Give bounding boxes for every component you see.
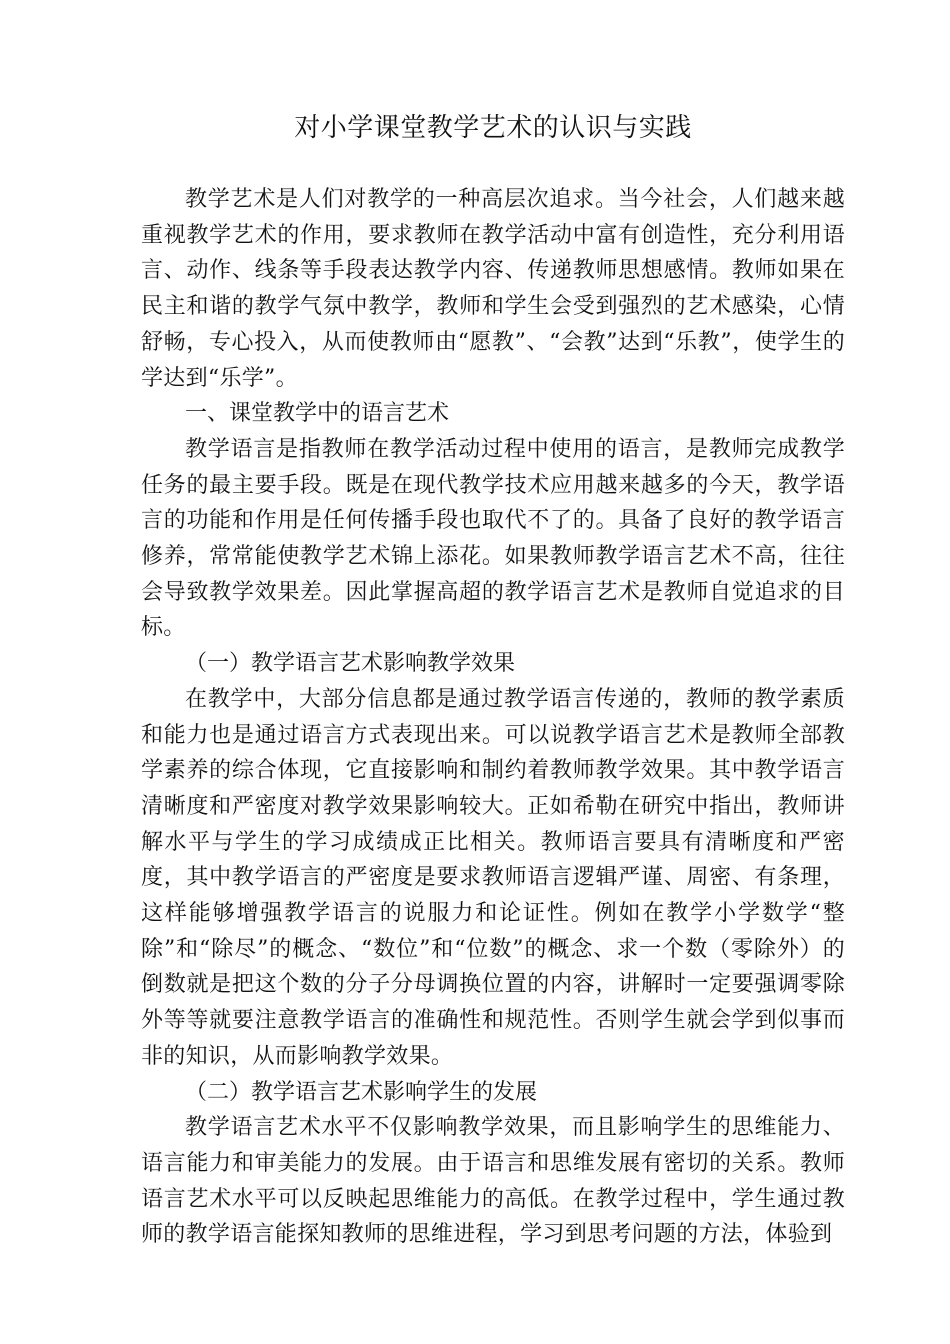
- paragraph-student-development: 教学语言艺术水平不仅影响教学效果，而且影响学生的思维能力、语言能力和审美能力的发展。由于语言和思维发展有密切的关系。教师语言艺术水平可以反映起思维能力的高低。在教学过程中，学生通过教师的教学语言能探知教师的思维进程，学习到思考问题的方法，体验到: [141, 1115, 845, 1248]
- document-body: [141, 182, 845, 1253]
- paragraph-intro: 教学艺术是人们对教学的一种高层次追求。当今社会，人们越来越重视教学艺术的作用，要求教师在教学活动中富有创造性，充分利用语言、动作、线条等手段表达教学内容、传递教师思想感情。教师如果在民主和谐的教学气氛中教学，教师和学生会受到强烈的艺术感染，心情舒畅，专心投入，从而使教师由“愿教”、“会教”达到“乐教”，使学生的学达到“乐学”。: [141, 187, 845, 391]
- document-title: 对小学课堂教学艺术的认识与实践: [294, 113, 692, 143]
- paragraph-teaching-effect: 在教学中，大部分信息都是通过教学语言传递的，教师的教学素质和能力也是通过语言方式表现出来。可以说教学语言艺术是教师全部教学素养的综合体现，它直接影响和制约着教师教学效果。其中教学语言清晰度和严密度对教学效果影响较大。正如希勒在研究中指出，教师讲解水平与学生的学习成绩成正比相关。教师语言要具有清晰度和严密度，其中教学语言的严密度是要求教师语言逻辑严谨、周密、有条理，这样能够增强教学语言的说服力和论证性。例如在教学小学数学“整除”和“除尽”的概念、“数位”和“位数”的概念、求一个数（零除外）的倒数就是把这个数的分子分母调换位置的内容，讲解时一定要强调零除外等等就要注意教学语言的准确性和规范性。否则学生就会学到似事而非的知识，从而影响教学效果。: [141, 686, 845, 1069]
- section-heading-1: 一、课堂教学中的语言艺术: [185, 401, 450, 427]
- subsection-heading-1: （一）教学语言艺术影响教学效果: [185, 651, 516, 677]
- paragraph-teaching-language: 教学语言是指教师在教学活动过程中使用的语言，是教师完成教学任务的最主要手段。既是在现代教学技术应用越来越多的今天，教学语言的功能和作用是任何传播手段也取代不了的。具备了良好的教学语言修养，常常能使教学艺术锦上添花。如果教师教学语言艺术不高，往往会导致教学效果差。因此掌握高超的教学语言艺术是教师自觉追求的目标。: [141, 436, 845, 641]
- subsection-heading-2: （二）教学语言艺术影响学生的发展: [185, 1079, 538, 1105]
